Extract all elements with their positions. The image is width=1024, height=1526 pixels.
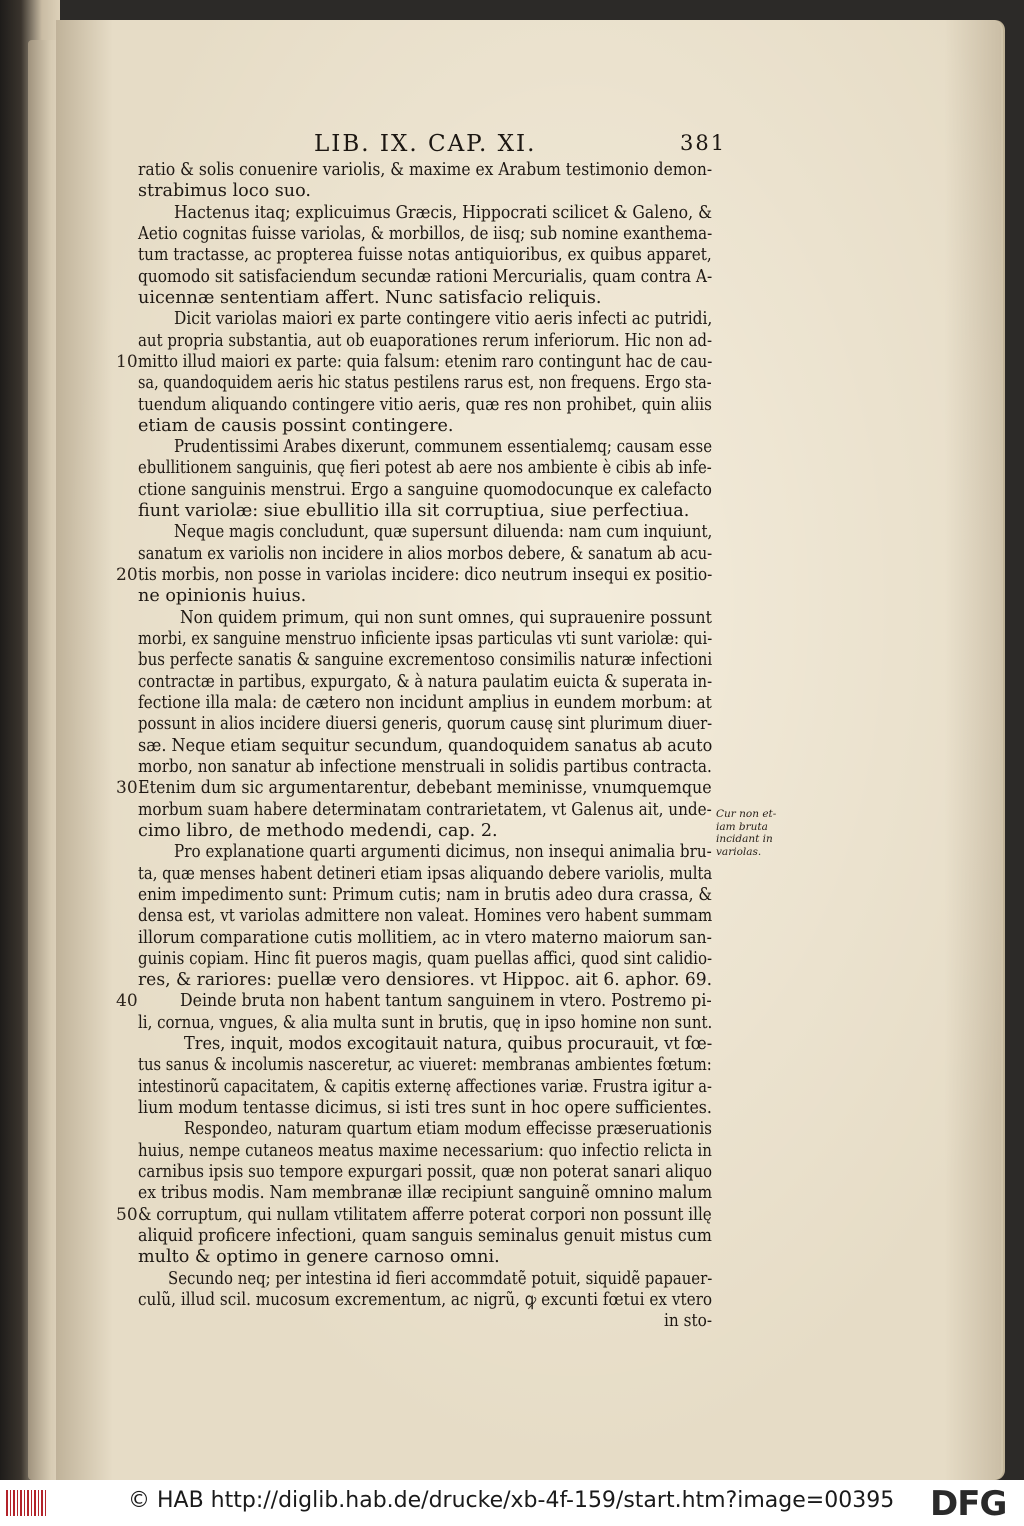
line-text: ctione sanguinis menstrui. Ergo a sanguine quomodocunque ex calefacto xyxy=(138,479,712,500)
line-text: Prudentissimi Arabes dixerunt, communem essentialemq; causam esse xyxy=(174,437,713,458)
line-text: huius, nempe cutaneos meatus maxime necessarium: quo infectio relicta in xyxy=(138,1140,712,1161)
line-text: Tres, inquit, modos excogitauit natura, quibus procurauit, vt fœ- xyxy=(184,1034,713,1055)
line-text: illorum comparatione cutis mollitiem, ac in vtero materno maiorum san- xyxy=(138,927,712,948)
line-text: mitto illud maiori ex parte: quia falsum: etenim raro contingunt hac de cau- xyxy=(138,351,713,372)
line-text: ta, quæ menses habent detineri etiam ipsas aliquando debere variolis, multa xyxy=(138,863,713,884)
line-text: sa, quandoquidem aeris hic status pestilens rarus est, non frequens. Ergo sta- xyxy=(138,373,712,394)
line-text: ratio & solis conuenire variolis, & maxime ex Arabum testimonio demon- xyxy=(138,160,713,180)
line-text: Non quidem primum, qui non sunt omnes, qui suprauenire possunt xyxy=(180,607,712,628)
line-text: culũ, illud scil. mucosum excrementum, ac nigrũ, ꝙ excunti fœtui ex vtero xyxy=(138,1289,713,1310)
line-text: tuendum aliquando contingere vitio aeris, quæ res non prohibet, quin aliis xyxy=(138,394,712,415)
line-text: cimo libro, de methodo medendi, cap. 2. xyxy=(138,820,498,841)
line-text: li, cornua, vngues, & alia multa sunt in brutis, quę in ipso homine non sunt. xyxy=(138,1012,713,1033)
line-text: Etenim dum sic argumentarentur, debebant meminisse, vnumquemque xyxy=(138,778,712,799)
footer-url[interactable]: © HAB http://diglib.hab.de/drucke/xb-4f-159/start.htm?image=00395 xyxy=(128,1488,895,1513)
line-text: bus perfecte sanatis & sanguine excrementoso consimilis naturæ infectioni xyxy=(138,650,713,671)
line-number: 10 xyxy=(116,351,138,372)
line-number: 20 xyxy=(116,565,138,586)
line-number: 30 xyxy=(116,778,138,799)
line-text: Neque magis concludunt, quæ supersunt diluenda: nam cum inquiunt, xyxy=(174,522,713,543)
line-text: etiam de causis possint contingere. xyxy=(138,415,454,436)
line-text: morbo, non sanatur ab infectione menstruali in solidis partibus contracta. xyxy=(138,756,712,777)
line-text: Dicit variolas maiori ex parte contingere vitio aeris infecti ac putridi, xyxy=(174,309,713,330)
footer-bar xyxy=(0,1480,1024,1526)
line-text: contractæ in partibus, expurgato, & à natura paulatim euicta & superata in- xyxy=(138,671,713,692)
line-text: fiunt variolæ: siue ebullitio illa sit corruptiua, siue perfectiua. xyxy=(138,501,690,522)
hab-barcode-logo xyxy=(6,1490,48,1516)
running-head-title: LIB. IX. CAP. XI. xyxy=(314,131,537,157)
line-text: res, & rariores: puellæ vero densiores. vt Hippoc. ait 6. aphor. 69. xyxy=(138,970,713,991)
line-text: fectione illa mala: de cætero non incidunt amplius in eundem morbum: at xyxy=(138,693,712,713)
text-line xyxy=(0,1309,1024,1333)
line-number: 50 xyxy=(116,1204,138,1225)
line-text: Respondeo, naturam quartum etiam modum effecisse præseruationis xyxy=(184,1119,712,1140)
line-text: tus sanus & incolumis nasceretur, ac viueret: membranas ambientes fœtum: xyxy=(138,1055,712,1076)
line-text: sæ. Neque etiam sequitur secundum, quandoquidem sanatus ab acuto xyxy=(138,735,713,756)
line-text: Hactenus itaq; explicuimus Græcis, Hippocrati scilicet & Galeno, & xyxy=(174,202,713,223)
dfg-logo: DFG xyxy=(930,1484,1007,1524)
line-text: enim impedimento sunt: Primum cutis; nam in brutis adeo dura crassa, & xyxy=(138,884,713,905)
line-text: ne opinionis huius. xyxy=(138,586,307,607)
line-text: carnibus ipsis suo tempore expurgari possit, quæ non poterat sanari aliquo xyxy=(138,1162,713,1183)
line-text: Secundo neq; per intestina id fieri accommdatẽ potuit, siquidẽ papauer- xyxy=(168,1268,713,1289)
line-text: possunt in alios incidere diuersi generis, quorum causę sint plurimum diuer- xyxy=(138,714,713,735)
line-text: aut propria substantia, aut ob euaporationes rerum inferiorum. Hic non ad- xyxy=(138,330,713,351)
page-number: 381 xyxy=(680,131,727,155)
line-text: Deinde bruta non habent tantum sanguinem in vtero. Postremo pi- xyxy=(180,991,712,1012)
line-text: morbum suam habere determinatam contrarietatem, vt Galenus ait, unde- xyxy=(138,799,712,820)
line-text: guinis copiam. Hinc fit pueros magis, quam puellas affici, quod sint calidio- xyxy=(138,948,713,969)
line-text: sanatum ex variolis non incidere in alios morbos debere, & sanatum ab acu- xyxy=(138,543,713,564)
line-text: densa est, vt variolas admittere non valeat. Homines vero habent summam xyxy=(138,906,713,927)
line-text: in sto- xyxy=(664,1311,713,1332)
marginal-note: Cur non et- iam bruta incidant in variolas. xyxy=(716,808,777,858)
line-text: lium modum tentasse dicimus, si isti tres sunt in hoc opere sufficientes. xyxy=(138,1098,712,1119)
line-text: & corruptum, qui nullam vtilitatem afferre poterat corpori non possunt illę xyxy=(138,1204,712,1225)
line-text: tis morbis, non posse in variolas incidere: dico neutrum insequi ex positio- xyxy=(138,565,713,586)
line-text: ebullitionem sanguinis, quę fieri potest ab aere nos ambiente è cibis ab infe- xyxy=(138,458,712,479)
line-text: strabimus loco suo. xyxy=(138,181,312,202)
line-text: quomodo sit satisfaciendum secundæ rationi Mercurialis, quam contra A- xyxy=(138,266,713,287)
line-text: Pro explanatione quarti argumenti dicimus, non insequi animalia bru- xyxy=(174,842,712,863)
line-text: multo & optimo in genere carnoso omni. xyxy=(138,1247,500,1268)
line-text: tum tractasse, ac propterea fuisse notas antiquioribus, ex quibus apparet, xyxy=(138,245,712,266)
line-text: morbi, ex sanguine menstruo inficiente ipsas particulas vti sunt variolæ: qui- xyxy=(138,629,713,650)
line-text: intestinorũ capacitatem, & capitis externę affectiones variæ. Frustra igitur a- xyxy=(138,1076,712,1097)
line-number: 40 xyxy=(116,991,138,1012)
line-text: Aetio cognitas fuisse variolas, & morbillos, de iisq; sub nomine exanthema- xyxy=(138,223,713,244)
line-text: aliquid proficere infectioni, quam sanguis seminalus genuit mistus cum xyxy=(138,1226,712,1246)
line-text: uicennæ sententiam affert. Nunc satisfacio reliquis. xyxy=(138,287,602,308)
line-text: ex tribus modis. Nam membranæ illæ recipiunt sanguinẽ omnino malum xyxy=(138,1183,713,1204)
